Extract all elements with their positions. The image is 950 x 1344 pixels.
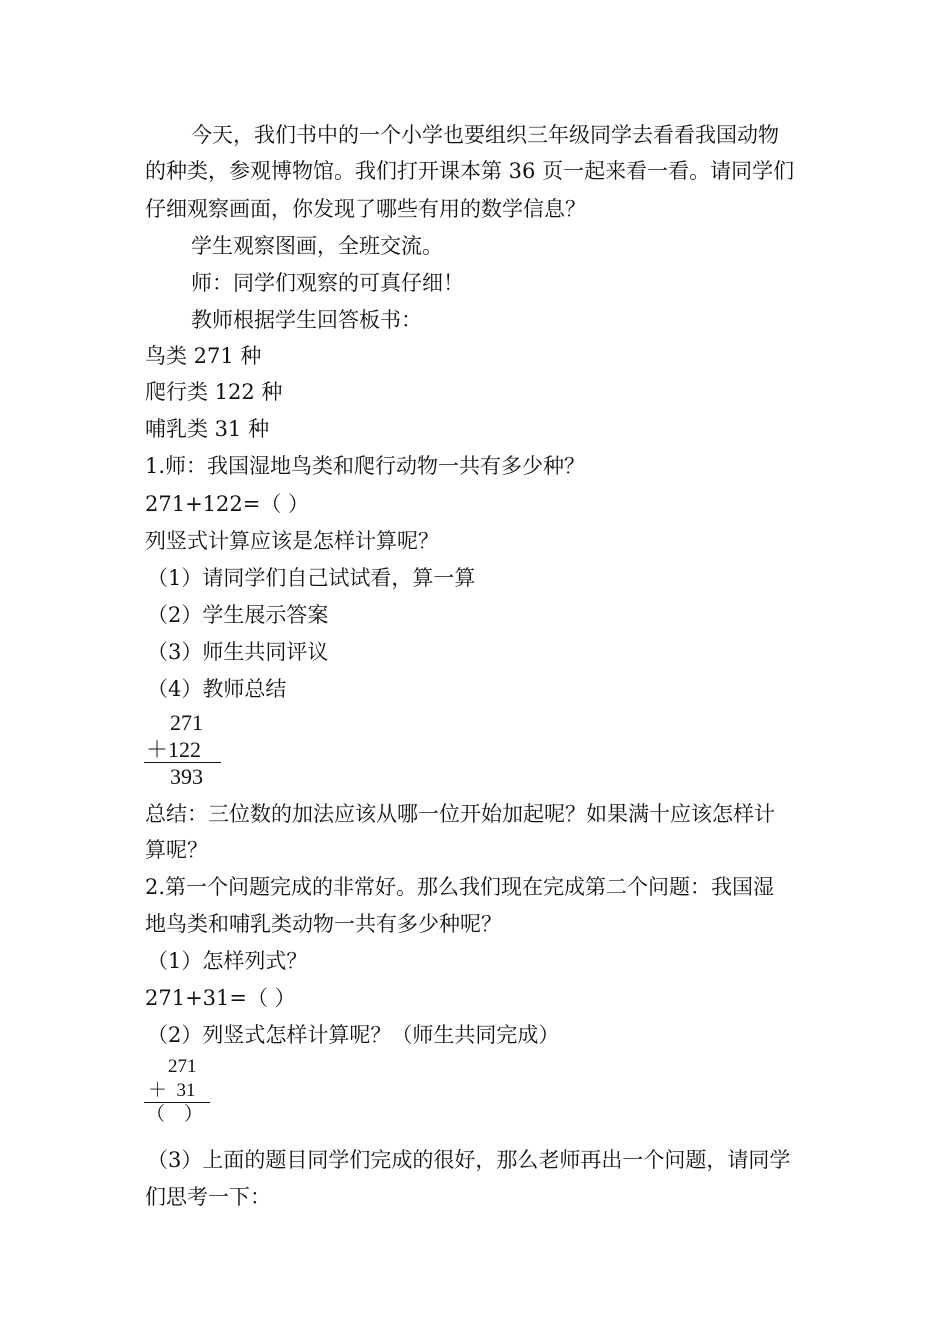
vertical-1-result: 393 (170, 764, 203, 789)
question-1-step-4: （4）教师总结 (147, 677, 287, 701)
question-2-line-1: 2.第一个问题完成的非常好。那么我们现在完成第二个问题：我国湿 (145, 875, 775, 899)
question-2-step-1: （1）怎样列式？ (147, 949, 308, 973)
intro-paragraph-line-2: 的种类，参观博物馆。我们打开课本第 36 页一起来看一看。请同学们 (145, 159, 795, 183)
question-1-step-1: （1）请同学们自己试试看，算一算 (147, 566, 476, 590)
intro-paragraph-line-1: 今天，我们书中的一个小学也要组织三年级同学去看看我国动物 (191, 123, 779, 147)
question-1-equation: 271+122=（ ） (145, 492, 310, 516)
vertical-2-result: （ ） (146, 1104, 204, 1125)
board-reptiles: 爬行类 122 种 (145, 380, 283, 404)
question-1-step-3: （3）师生共同评议 (147, 640, 329, 664)
question-1-step-2: （2）学生展示答案 (147, 603, 329, 627)
vertical-1-operand: ＋122 (146, 737, 202, 762)
vertical-1-top: 271 (170, 710, 203, 735)
question-2-step-3-line-2: 们思考一下： (145, 1185, 271, 1209)
question-2-equation: 271+31=（ ） (145, 986, 296, 1010)
question-2-line-2: 地鸟类和哺乳类动物一共有多少种呢？ (145, 912, 502, 936)
question-1-prompt: 列竖式计算应该是怎样计算呢？ (145, 529, 439, 553)
question-2-step-3-line-1: （3）上面的题目同学们完成的很好，那么老师再出一个问题，请同学 (147, 1148, 791, 1172)
summary-line-1: 总结：三位数的加法应该从哪一位开始加起呢？如果满十应该怎样计 (145, 802, 775, 826)
vertical-1-rule (144, 762, 221, 763)
intro-paragraph-line-3: 仔细观察画面，你发现了哪些有用的数学信息？ (145, 197, 586, 221)
teacher-praise-paragraph: 师：同学们观察的可真仔细！ (191, 271, 464, 295)
summary-line-2: 算呢？ (145, 838, 208, 862)
question-2-step-2: （2）列竖式怎样计算呢？（师生共同完成） (147, 1023, 560, 1047)
question-1: 1.师：我国湿地鸟类和爬行动物一共有多少种？ (145, 454, 586, 478)
board-birds: 鸟类 271 种 (145, 344, 262, 368)
vertical-2-top: 271 (168, 1056, 197, 1077)
board-intro-paragraph: 教师根据学生回答板书： (191, 308, 422, 332)
vertical-2-rule (144, 1102, 210, 1103)
observation-paragraph: 学生观察图画，全班交流。 (191, 234, 443, 258)
board-mammals: 哺乳类 31 种 (145, 417, 270, 441)
vertical-2-operand: ＋ 31 (148, 1080, 196, 1101)
